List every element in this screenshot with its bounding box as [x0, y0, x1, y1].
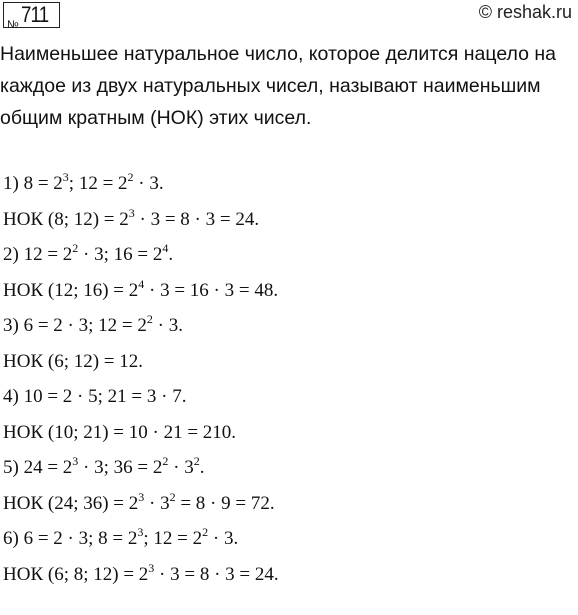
- solution-line: НОК (24; $36) = 2^3 \cdot 3^2 = 8 \cdot 9 = 72$.: [3, 489, 275, 514]
- solution-line: НОК (8; $12) = 2^3 \cdot 3 = 8 \cdot 3 = 24$.: [3, 205, 260, 230]
- solution-line: 4) 10 = 2 · 5; 21 = 3 · 7.: [3, 386, 187, 407]
- problem-number-badge: [3, 2, 60, 31]
- rule-line: Наименьшее натуральное число, которое делится нацело на: [0, 43, 556, 65]
- solution-line: НОК (10; 21) = 10 · 21 = 210.: [3, 421, 237, 443]
- solution-line: 5) $24 = 2^3 \cdot 3$; $36 = 2^2 \cdot 3^2$.: [3, 454, 205, 478]
- solution-lines: [3, 166, 279, 592]
- rule-definition: [0, 38, 575, 134]
- solution-line: НОК (6; 8; $12) = 2^3 \cdot 3 = 8 \cdot 3 = 24$.: [3, 560, 279, 585]
- solution-line: НОК (6; 12) = 12.: [3, 350, 144, 372]
- solution-line: 3) 6 = 2 · 3; $12 = 2^2 \cdot 3$.: [3, 312, 183, 336]
- rule-line: общим кратным (НОК) этих чисел.: [0, 107, 312, 129]
- solution-line: 2) $12 = 2^2 \cdot 3$; $16 = 2^4$.: [3, 241, 174, 265]
- solution-line: 1) $8 = 2^3$; $12 = 2^2 \cdot 3$.: [3, 170, 164, 194]
- solution-line: 6) 6 = 2 · 3; $8 = 2^3$; $12 = 2^2 \cdot 3$.: [3, 525, 239, 549]
- problem-number: 711: [20, 2, 49, 27]
- watermark: © reshak.ru: [478, 2, 572, 22]
- solution-line: НОК (12; $16) = 2^4 \cdot 3 = 16 \cdot 3 = 48$.: [3, 276, 279, 301]
- number-sign: №: [7, 19, 19, 31]
- rule-line: каждое из двух натуральных чисел, называют наименьшим: [0, 75, 541, 97]
